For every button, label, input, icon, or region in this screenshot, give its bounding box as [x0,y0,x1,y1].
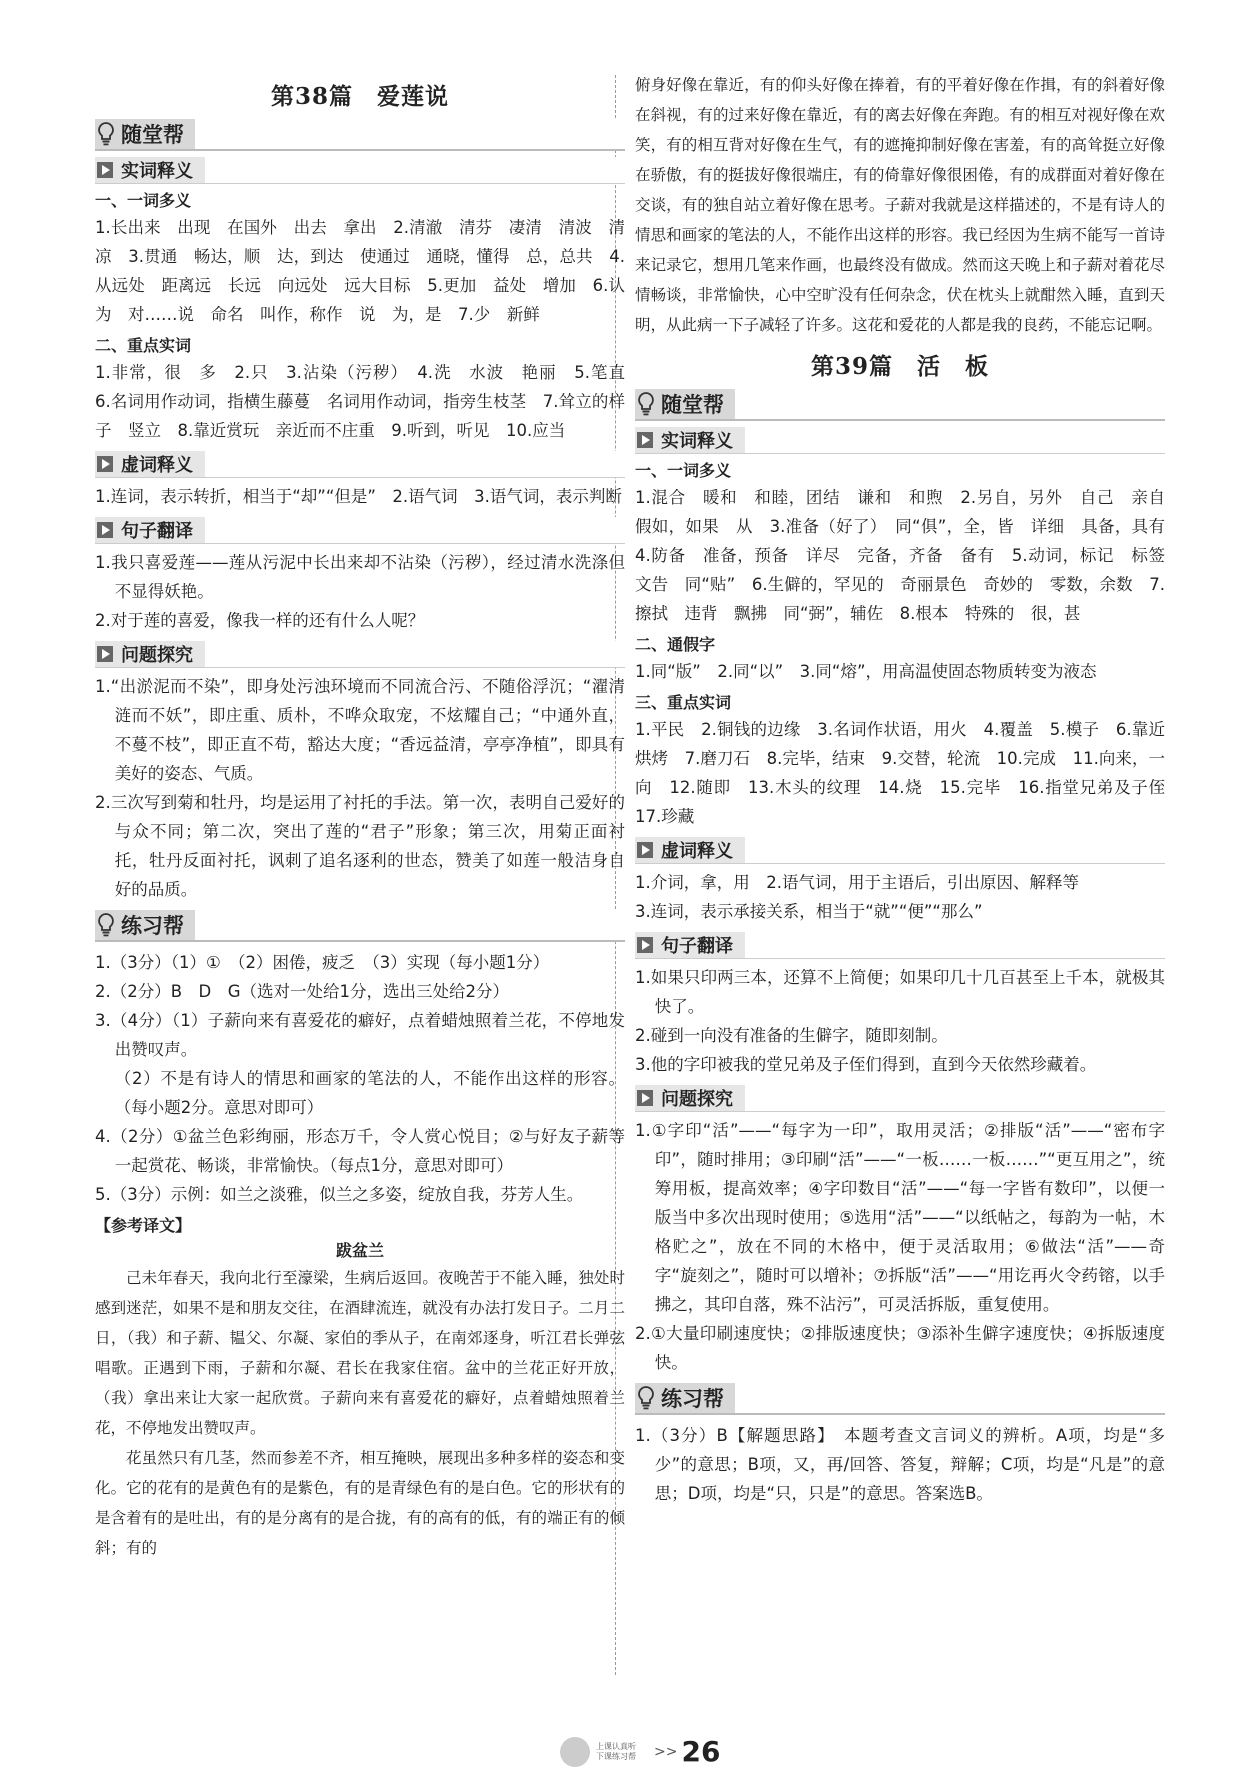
answer-text: 2.对于莲的喜爱，像我一样的还有什么人呢？ [95,611,425,630]
minor-heading: 一、一词多义 [635,461,732,480]
subsec-juzi-38: 句子翻译 [95,517,625,544]
reference-paragraph: 花虽然只有几茎，然而参差不齐，相互掩映，展现出多种多样的姿态和变化。它的花有的是黄色有的是紫色，有的是青绿色有的是白色。它的形状有的是含着有的是吐出，有的是分离有的是合拢，有的高有的低，有的端正有的倾斜；有的 [95,1449,625,1557]
answer-text: 1.平民 2.铜钱的边缘 3.名词作状语，用火 4.覆盖 5.模子 6.靠近 烘烤 7.磨刀石 8.完毕，结束 9.交替，轮流 10.完成 11.向来，一向 12.随即 13.木头的纹理 14.烧 15.完毕 16.指堂兄弟及子侄 17.珍藏 [635,720,1182,826]
section-suitang-39 [635,389,1165,421]
page-number: 26 [681,1735,721,1768]
play-triangle-icon [97,646,113,662]
reference-paragraph-cont: 俯身好像在靠近，有的仰头好像在捧着，有的平着好像在作揖，有的斜着好像在斜视，有的过来好像在靠近，有的离去好像在奔跑。有的相互对视好像在欢笑，有的相互背对好像在生气，有的遮掩抑制好像在害羞，有的高耸挺立好像在骄傲，有的挺拔好像很端庄，有的倚靠好像很困倦，有的成群面对着好像在交谈，有的独自站立着好像在思考。子薪对我就是这样描述的，不是有诗人的情思和画家的笔法的人，不能作出这样的形容。我已经因为生病不能写一首诗来记录它，想用几笔来作画，也最终没有做成。然而这天晚上和子薪对着花尽情畅谈，非常愉快，心中空旷没有任何杂念，伏在枕头上就酣然入睡，直到天明，从此病一下子减轻了许多。这花和爱花的人都是我的良药，不能忘记啊。 [635,76,1165,334]
answer-text: 1.①字印“活”——“每字为一印”，取用灵活；②排版“活”——“密布字印”，随时排用；③印刷“活”——“一板……一板……”“更互用之”，统筹用板，提高效率；④字印数目“活”——“每一字皆有数印”，以便一版当中多次出现时使用；⑤选用“活”——“以纸帖之，每韵为一帖，木格贮之”，放在不同的木格中，便于灵活取用；⑥做法“活”——奇字“旋刻之”，随时可以增补；⑦拆版“活”——“用讫再火令药镕，以手拂之，其印自落，殊不沾污”，可灵活拆版，重复使用。 [635,1121,1165,1314]
answer-text: 1.“出淤泥而不染”，即身处污浊环境而不同流合污、不随俗浮沉；“濯清涟而不妖”，即庄重、质朴，不哗众取宠，不炫耀自己；“中通外直，不蔓不枝”，即正直不苟，豁达大度；“香远益清，亭亭净植”，即具有美好的姿态、气质。 [95,677,625,783]
section-label: 随堂帮 [661,393,724,417]
play-triangle-icon [637,432,653,448]
answer-text: 1.我只喜爱莲——莲从污泥中长出来却不沾染（污秽），经过清水洗涤但不显得妖艳。 [95,553,625,601]
lightbulb-icon [635,1385,657,1411]
exercise-answer: 2.（2分）B D G（选对一处给1分，选出三处给2分） [95,982,510,1001]
subsec-wenti-38: 问题探究 [95,641,625,668]
minor-heading: 二、通假字 [635,635,716,654]
exercise-answer: 4.（2分）①盆兰色彩绚丽，形态万千，令人赏心悦目；②与好友子薪等一起赏花、畅谈，非常愉快。（每点1分，意思对即可） [95,1127,625,1175]
exercise-answer: 1.（3分）（1）① （2）困倦，疲乏 （3）实现（每小题1分） [95,953,550,972]
answer-text: 1.非常，很 多 2.只 3.沾染（污秽） 4.洗 水波 艳丽 5.笔直 6.名词用作动词，指横生藤蔓 名词用作动词，指旁生枝茎 7.耸立的样子 竖立 8.靠近赏玩 亲近而不庄重 9.听到，听见 10.应当 [95,363,642,440]
article-38-title: 第38篇 爱莲说 [270,83,449,110]
answer-text: 2.碰到一向没有准备的生僻字，随即刻制。 [635,1026,948,1045]
play-triangle-icon [97,522,113,538]
subsec-wenti-39: 问题探究 [635,1085,1165,1112]
page-footer [560,1735,720,1768]
answer-text: 2.三次写到菊和牡丹，均是运用了衬托的手法。第一次，表明自己爱好的与众不同；第二次，突出了莲的“君子”形象；第三次，用菊正面衬托，牡丹反面衬托，讽刺了追名逐利的世态，赞美了如莲一般洁身自好的品质。 [95,793,625,899]
answer-text: 3.连词，表示承接关系，相当于“就”“便”“那么” [635,902,983,921]
lightbulb-icon [95,912,117,938]
answer-text: 2.①大量印刷速度快；②排版速度快；③添补生僻字速度快；④拆版速度快。 [635,1324,1165,1372]
right-column [635,70,1182,1508]
section-label: 练习帮 [121,914,184,938]
reference-paragraph: 己未年春天，我向北行至濠梁，生病后返回。夜晚苦于不能入睡，独处时感到迷茫，如果不是和朋友交往，在酒肆流连，就没有办法打发日子。二月二日，（我）和子薪、韫父、尔凝、家伯的季从子，在南郊逐身，听江君长弹弦唱歌。正遇到下雨，子薪和尔凝、君长在我家住宿。盆中的兰花正好开放，（我）拿出来让大家一起欣赏。子薪向来有喜爱花的癖好，点着蜡烛照着兰花，不停地发出赞叹声。 [95,1269,625,1437]
lightbulb-icon [635,391,657,417]
lightbulb-icon [95,121,117,147]
article-39-title: 第39篇 活 板 [810,353,989,380]
play-triangle-icon [97,162,113,178]
minor-heading: 二、重点实词 [95,336,192,355]
subsec-xuci-38: 虚词释义 [95,451,625,478]
exercise-answer: 3.（4分）（1）子薪向来有喜爱花的癖好，点着蜡烛照着兰花，不停地发出赞叹声。 [95,1011,625,1059]
exercise-answer: （2）不是有诗人的情思和画家的笔法的人，不能作出这样的形容。（每小题2分。意思对即可） [114,1069,625,1117]
answer-text: 1.长出来 出现 在国外 出去 拿出 2.清澈 清芬 凄清 清波 清凉 3.贯通 畅达，顺 达，到达 使通过 通晓，懂得 总，总共 4.从远处 距离远 长远 向远处 远大目标 5.更加 益处 增加 6.认为 对……说 命名 叫作，称作 说 为，是 7.少 新鲜 [95,218,625,324]
footer-slogan: 上课认真听 下课练习帮 [596,1741,644,1761]
mascot-logo-icon [560,1737,590,1767]
minor-heading: 三、重点实词 [635,693,732,712]
play-triangle-icon [637,1090,653,1106]
subsec-shici-39: 实词释义 [635,427,1165,454]
left-column [95,70,642,1563]
reference-title: 跋盆兰 [335,1241,384,1260]
subsec-xuci-39: 虚词释义 [635,837,1165,864]
section-lianxi-38 [95,910,625,942]
answer-text: 1.混合 暖和 和睦，团结 谦和 和煦 2.另自，另外 自己 亲自 假如，如果 从 3.准备（好了） 同“俱”，全，皆 详细 具备，具有 4.防备 准备，预备 详尽 完备，齐备 备有 5.动词，标记 标签 文告 同“贴” 6.生僻的，罕见的 奇丽景色 奇妙的 零数，余数 7.擦拭 违背 飘拂 同“弼”，辅佐 8.根本 特殊的 很，甚 [635,488,1182,623]
exercise-answer: 5.（3分）示例：如兰之淡雅，似兰之多姿，绽放自我，芬芳人生。 [95,1185,584,1204]
subsec-shici-38: 实词释义 [95,157,625,184]
section-suitang-38 [95,119,625,151]
subsec-juzi-39: 句子翻译 [635,932,1165,959]
reference-translation-label: 【参考译文】 [95,1216,192,1235]
answer-text: 1.连词，表示转折，相当于“却”“但是” 2.语气词 3.语气词，表示判断 [95,487,622,506]
answer-text: 1.同“版” 2.同“以” 3.同“熔”，用高温使固态物质转变为液态 [635,662,1097,681]
minor-heading: 一、一词多义 [95,191,192,210]
section-label: 随堂帮 [121,123,184,147]
double-chevron-icon: >> [654,1743,678,1760]
section-label: 练习帮 [661,1387,724,1411]
play-triangle-icon [637,937,653,953]
answer-text: 1.介词，拿，用 2.语气词，用于主语后，引出原因、解释等 [635,873,1079,892]
exercise-answer: 1.（3分）B【解题思路】 本题考查文言词义的辨析。A项，均是“多少”的意思；B项，又，再/回答、答复，辩解；C项，均是“凡是”的意思；D项，均是“只，只是”的意思。答案选B。 [635,1426,1165,1503]
play-triangle-icon [637,842,653,858]
play-triangle-icon [97,456,113,472]
answer-text: 1.如果只印两三本，还算不上简便；如果印几十几百甚至上千本，就极其快了。 [635,968,1165,1016]
answer-text: 3.他的字印被我的堂兄弟及子侄们得到，直到今天依然珍藏着。 [635,1055,1097,1074]
section-lianxi-39 [635,1383,1165,1415]
